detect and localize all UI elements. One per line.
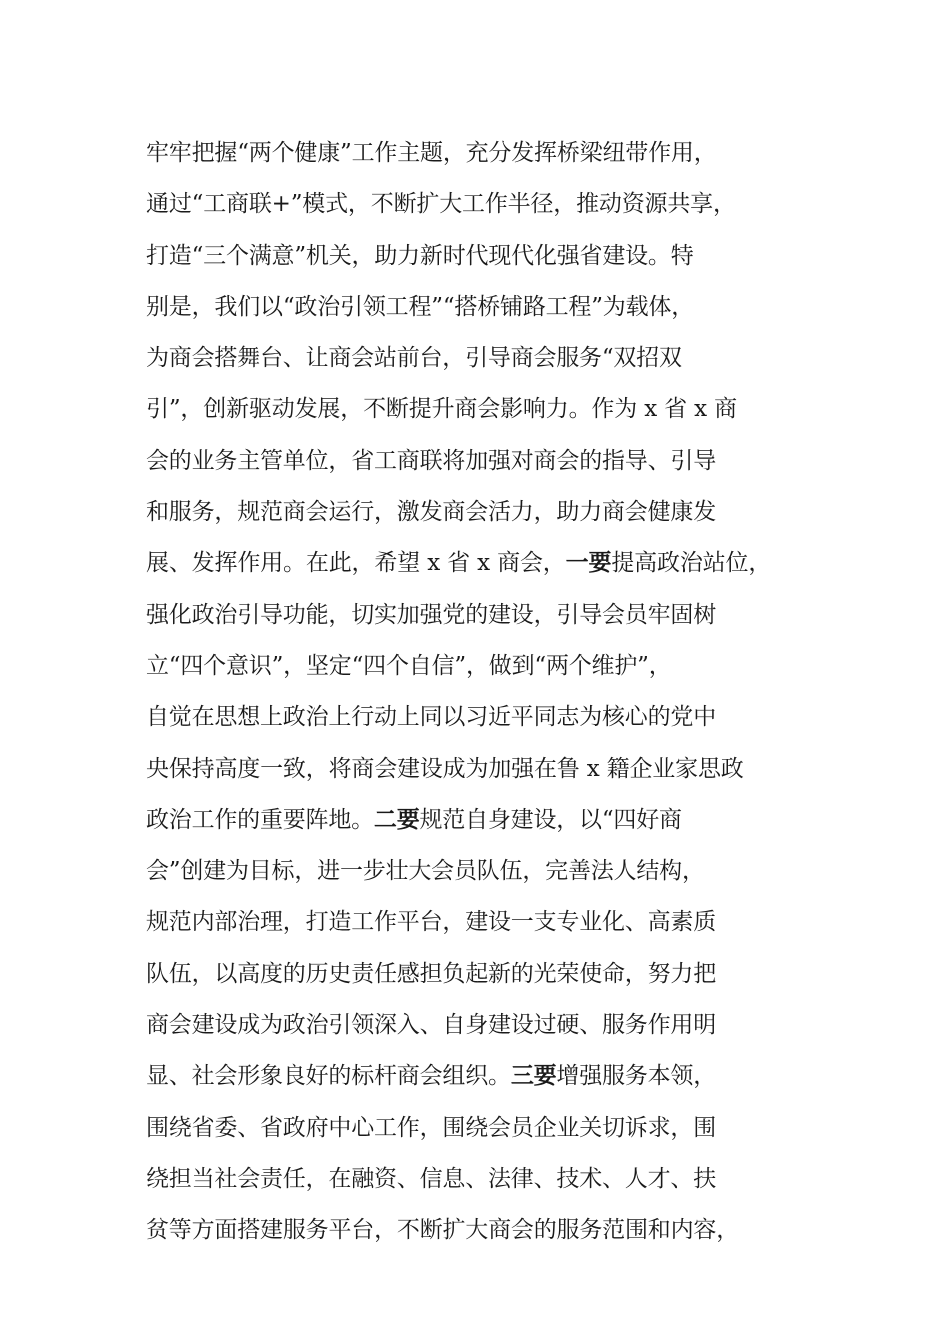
text-segment: 商会建设成为政治引领深入、自身建设过硬、服务作用明	[146, 1012, 717, 1039]
text-line	[146, 333, 826, 384]
text-line	[146, 692, 826, 743]
text-line	[146, 1000, 826, 1051]
text-line	[146, 231, 826, 282]
emphasis-text: 二要	[373, 806, 420, 833]
text-line	[146, 744, 826, 795]
text-segment: 会”创建为目标，进一步壮大会员队伍，完善法人结构，	[146, 858, 705, 885]
text-segment: 显、社会形象良好的标杆商会组织。	[146, 1063, 511, 1090]
text-line	[146, 487, 826, 538]
text-segment: 规范内部治理，打造工作平台，建设一支专业化、高素质	[146, 909, 717, 936]
text-segment: 自觉在思想上政治上行动上同以习近平同志为核心的党中	[146, 704, 717, 731]
text-line	[146, 282, 826, 333]
text-segment: 和服务，规范商会运行，激发商会活力，助力商会健康发	[146, 499, 717, 526]
emphasis-text: 一要	[565, 550, 612, 577]
text-line	[146, 641, 826, 692]
body-text	[146, 128, 826, 1257]
text-line	[146, 846, 826, 897]
text-line	[146, 128, 826, 179]
text-line	[146, 1103, 826, 1154]
text-line	[146, 179, 826, 230]
text-line	[146, 949, 826, 1000]
text-segment: 围绕省委、省政府中心工作，围绕会员企业关切诉求，围	[146, 1114, 717, 1141]
text-segment: 立“四个意识”，坚定“四个自信”，做到“两个维护”，	[146, 652, 672, 679]
text-segment: 增强服务本领，	[556, 1063, 717, 1090]
text-segment: 通过“工商联+”模式，不断扩大工作半径，推动资源共享，	[146, 191, 736, 218]
text-line	[146, 436, 826, 487]
text-line	[146, 1154, 826, 1205]
text-segment: 绕担当社会责任，在融资、信息、法律、技术、人才、扶	[146, 1165, 717, 1192]
emphasis-text: 三要	[510, 1063, 557, 1090]
text-segment: 提高政治站位，	[611, 550, 772, 577]
text-line	[146, 538, 826, 589]
text-line	[146, 897, 826, 948]
text-segment: 牢牢把握“两个健康”工作主题，充分发挥桥梁纽带作用，	[146, 140, 717, 166]
text-line	[146, 1051, 826, 1102]
text-segment: 队伍，以高度的历史责任感担负起新的光荣使命，努力把	[146, 960, 717, 987]
text-segment: 政治工作的重要阵地。	[146, 806, 374, 833]
text-segment: 强化政治引导功能，切实加强党的建设，引导会员牢固树	[146, 601, 717, 628]
text-segment: 引”，创新驱动发展，不断提升商会影响力。作为 x 省 x 商	[146, 396, 737, 423]
text-line	[146, 795, 826, 846]
text-segment: 央保持高度一致，将商会建设成为加强在鲁 x 籍企业家思政	[146, 755, 744, 782]
text-line	[146, 590, 826, 641]
text-line	[146, 1205, 826, 1256]
text-segment: 打造“三个满意”机关，助力新时代现代化强省建设。特	[146, 242, 694, 269]
text-segment: 会的业务主管单位，省工商联将加强对商会的指导、引导	[146, 447, 717, 474]
text-segment: 规范自身建设，以“四好商	[419, 806, 682, 833]
text-segment: 别是，我们以“政治引领工程”“搭桥铺路工程”为载体，	[146, 293, 695, 320]
text-line	[146, 384, 826, 435]
text-segment: 展、发挥作用。在此，希望 x 省 x 商会，	[146, 550, 566, 577]
text-segment: 为商会搭舞台、让商会站前台，引导商会服务“双招双	[146, 345, 682, 372]
text-segment: 贫等方面搭建服务平台，不断扩大商会的服务范围和内容，	[146, 1217, 739, 1244]
